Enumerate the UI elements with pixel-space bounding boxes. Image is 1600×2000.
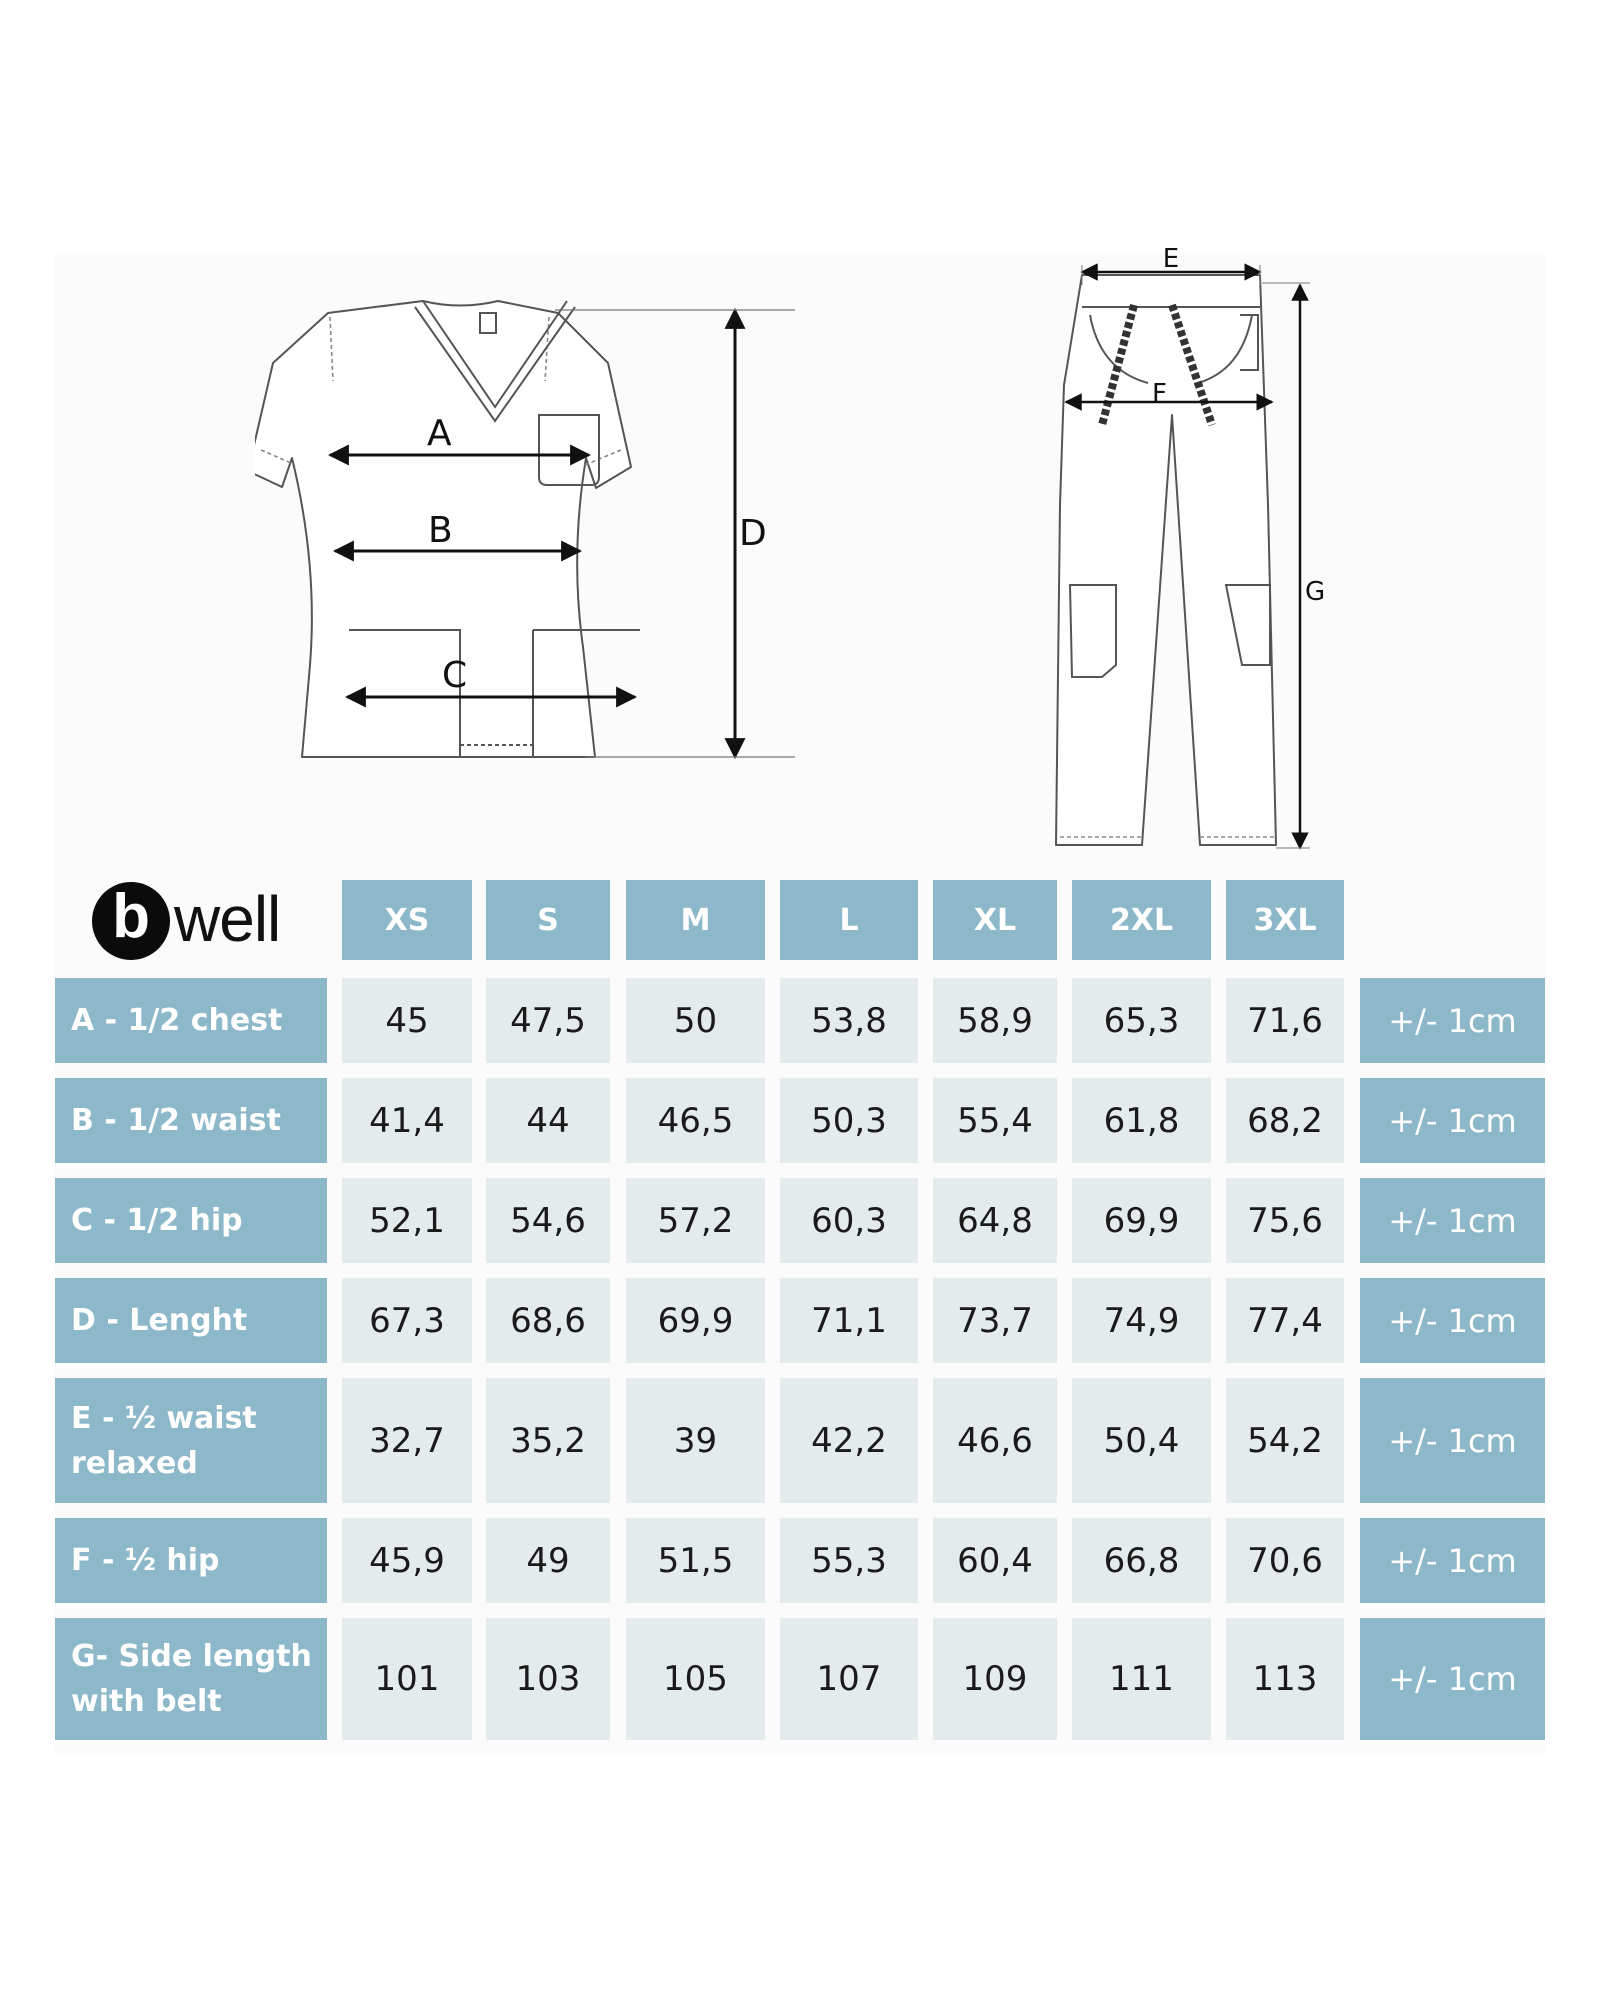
row-label: G- Side length with belt <box>55 1618 327 1740</box>
table-cell: 113 <box>1226 1618 1344 1740</box>
table-cell: 105 <box>626 1618 765 1740</box>
table-cell: 74,9 <box>1072 1278 1211 1363</box>
table-cell: 45,9 <box>342 1518 472 1603</box>
table-cell: 71,6 <box>1226 978 1344 1063</box>
table-cell: 101 <box>342 1618 472 1740</box>
tolerance-cell: +/- 1cm <box>1360 1178 1545 1263</box>
table-cell: 41,4 <box>342 1078 472 1163</box>
table-cell: 65,3 <box>1072 978 1211 1063</box>
table-cell: 68,2 <box>1226 1078 1344 1163</box>
brand-name: well <box>174 883 281 955</box>
size-header-xl: XL <box>933 880 1057 960</box>
table-cell: 69,9 <box>626 1278 765 1363</box>
table-cell: 55,3 <box>780 1518 918 1603</box>
row-label: E - ½ waist relaxed <box>55 1378 327 1503</box>
label-f: F <box>1152 379 1167 409</box>
tolerance-cell: +/- 1cm <box>1360 1618 1545 1740</box>
size-header-l: L <box>780 880 918 960</box>
table-cell: 32,7 <box>342 1378 472 1503</box>
table-cell: 60,4 <box>933 1518 1057 1603</box>
table-cell: 111 <box>1072 1618 1211 1740</box>
pants-outline <box>1056 275 1276 845</box>
size-header-2xl: 2XL <box>1072 880 1211 960</box>
table-cell: 57,2 <box>626 1178 765 1263</box>
tolerance-cell: +/- 1cm <box>1360 1278 1545 1363</box>
table-cell: 103 <box>486 1618 610 1740</box>
table-cell: 60,3 <box>780 1178 918 1263</box>
table-cell: 58,9 <box>933 978 1057 1063</box>
brand-logo <box>92 882 332 962</box>
table-cell: 66,8 <box>1072 1518 1211 1603</box>
label-a: A <box>427 413 452 454</box>
table-cell: 50,4 <box>1072 1378 1211 1503</box>
table-cell: 61,8 <box>1072 1078 1211 1163</box>
table-cell: 75,6 <box>1226 1178 1344 1263</box>
table-cell: 54,6 <box>486 1178 610 1263</box>
table-cell: 50,3 <box>780 1078 918 1163</box>
table-cell: 71,1 <box>780 1278 918 1363</box>
pants-diagram <box>1030 245 1330 860</box>
row-label: D - Lenght <box>55 1278 327 1363</box>
label-g: G <box>1305 577 1326 607</box>
size-header-3xl: 3XL <box>1226 880 1344 960</box>
table-cell: 64,8 <box>933 1178 1057 1263</box>
table-cell: 73,7 <box>933 1278 1057 1363</box>
size-header-s: S <box>486 880 610 960</box>
tolerance-cell: +/- 1cm <box>1360 1078 1545 1163</box>
row-label: A - 1/2 chest <box>55 978 327 1063</box>
table-cell: 53,8 <box>780 978 918 1063</box>
table-cell: 51,5 <box>626 1518 765 1603</box>
label-d: D <box>739 513 767 554</box>
table-cell: 70,6 <box>1226 1518 1344 1603</box>
row-label: F - ½ hip <box>55 1518 327 1603</box>
tolerance-cell: +/- 1cm <box>1360 1378 1545 1503</box>
table-cell: 39 <box>626 1378 765 1503</box>
tolerance-cell: +/- 1cm <box>1360 1518 1545 1603</box>
tolerance-cell: +/- 1cm <box>1360 978 1545 1063</box>
table-cell: 45 <box>342 978 472 1063</box>
table-cell: 35,2 <box>486 1378 610 1503</box>
table-cell: 49 <box>486 1518 610 1603</box>
table-cell: 67,3 <box>342 1278 472 1363</box>
table-cell: 68,6 <box>486 1278 610 1363</box>
table-cell: 107 <box>780 1618 918 1740</box>
label-b: B <box>428 510 453 551</box>
table-cell: 109 <box>933 1618 1057 1740</box>
table-cell: 46,6 <box>933 1378 1057 1503</box>
row-label: B - 1/2 waist <box>55 1078 327 1163</box>
label-c: C <box>442 655 468 696</box>
table-cell: 50 <box>626 978 765 1063</box>
table-cell: 44 <box>486 1078 610 1163</box>
table-cell: 69,9 <box>1072 1178 1211 1263</box>
table-cell: 46,5 <box>626 1078 765 1163</box>
row-label: C - 1/2 hip <box>55 1178 327 1263</box>
size-header-xs: XS <box>342 880 472 960</box>
table-cell: 55,4 <box>933 1078 1057 1163</box>
table-cell: 52,1 <box>342 1178 472 1263</box>
label-e: E <box>1162 245 1180 274</box>
table-cell: 54,2 <box>1226 1378 1344 1503</box>
brand-mark: b <box>92 882 170 960</box>
size-header-m: M <box>626 880 765 960</box>
table-cell: 47,5 <box>486 978 610 1063</box>
table-cell: 42,2 <box>780 1378 918 1503</box>
shirt-diagram <box>255 295 815 775</box>
table-cell: 77,4 <box>1226 1278 1344 1363</box>
